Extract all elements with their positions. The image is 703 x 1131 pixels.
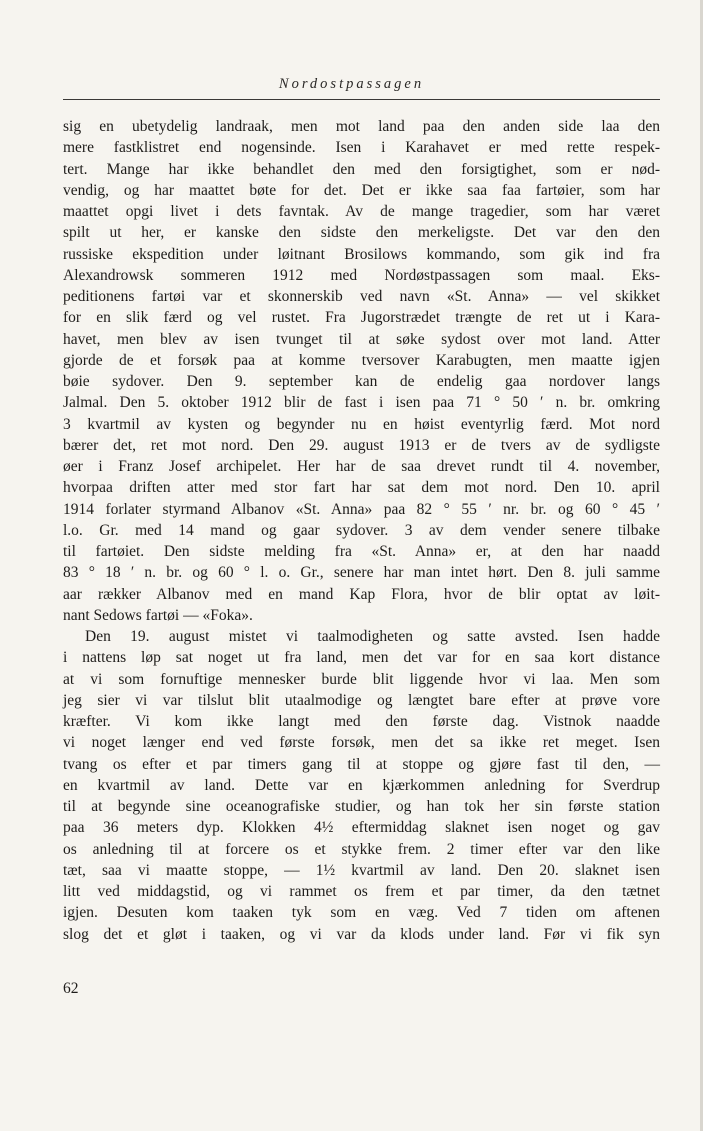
text-line: 1914 forlater styrmand Albanov «St. Anna» paa 82 ° 55 ′ nr. br. og 60 ° 45 ′ (63, 500, 660, 518)
text-line: bøie sydover. Den 9. september kan de endelig gaa nordover langs (63, 373, 660, 390)
text-line: havet, men blev av isen tvunget til at søke sydost over mot land. Atter (63, 330, 660, 348)
text-line: 3 kvartmil av kysten og begynder nu en høist eventyrlig færd. Mot nord (63, 415, 660, 433)
running-head: Nordostpassagen (278, 76, 425, 92)
text-line: til at begynde sine oceanografiske studier, og han tok her sin første station (63, 798, 660, 815)
text-line: jeg sier vi var tilslut blit utaalmodige og længtet bare efter at prøve vore (63, 691, 660, 709)
text-line: 83 ° 18 ′ n. br. og 60 ° l. o. Gr., senere har man intet hørt. Den 8. juli samme (63, 564, 660, 582)
text-line: slog det et gløt i taaken, og vi var da klods under land. Før vi fik syn (63, 925, 660, 943)
text-line: nant Sedows fartøi — «Foka». (63, 606, 253, 624)
page-number: 62 (63, 980, 79, 997)
text-line: at vi som fornuftige mennesker burde blit liggende hvor vi laa. Men som (63, 670, 660, 688)
text-line: maattet opgi livet i dets favntak. Av de mange tragedier, som har været (63, 203, 660, 220)
text-line: litt ved middagstid, og vi rammet os frem et par timer, da den tætnet (63, 883, 660, 900)
text-line: vendig, og har maattet bøte for det. Det er ikke saa faa fartøier, som har (63, 181, 660, 199)
text-line: tæt, saa vi maatte stoppe, — 1½ kvartmil av land. Den 20. slaknet isen (63, 861, 660, 879)
text-line: igjen. Desuten kom taaken tyk som en væg. Ved 7 tiden om aftenen (63, 904, 660, 922)
text-line: for en slik færd og vel rustet. Fra Jugorstrædet trængte de ret ut i Kara- (63, 309, 660, 327)
text-line: en kvartmil av land. Dette var en kjærkommen anledning for Sverdrup (63, 776, 660, 794)
paragraph-2 (63, 626, 660, 945)
text-line: os anledning til at forcere os et stykke frem. 2 timer efter var den like (63, 840, 660, 858)
text-line: bærer det, ret mot nord. Den 29. august 1913 er de tvers av de sydligste (63, 436, 660, 454)
text-line: Jalmal. Den 5. oktober 1912 blir de fast i isen paa 71 ° 50 ′ n. br. omkring (63, 394, 660, 412)
text-line: i nattens løp sat noget ut fra land, men det var for en saa kort distance (63, 649, 660, 667)
text-line: l.o. Gr. med 14 mand og gaar sydover. 3 av dem vender senere tilbake (63, 521, 660, 539)
text-line: sig en ubetydelig landraak, men mot land paa den anden side laa den (63, 118, 660, 135)
text-line: spilt ut her, er kanske den sidste den merkeligste. Det var den den (63, 224, 660, 242)
paragraph-1 (63, 116, 660, 626)
header-rule (63, 99, 660, 100)
text-line: Den 19. august mistet vi taalmodigheten og satte avsted. Isen hadde (85, 628, 660, 645)
text-line: øer i Franz Josef archipelet. Her har de saa drevet rundt til 4. november, (63, 458, 660, 475)
text-line: tvang os efter et par timers gang til at stoppe og gjøre fast til den, — (63, 755, 660, 773)
text-line: Alexandrowsk sommeren 1912 med Nordøstpassagen som maal. Eks- (63, 266, 660, 284)
text-line: mere fastklistret end nogensinde. Isen i Karahavet er med rette respek- (63, 139, 660, 157)
text-line: paa 36 meters dyp. Klokken 4½ eftermiddag slaknet isen noget og gav (63, 819, 660, 837)
text-line: aar rækker Albanov med en mand Kap Flora, hvor de blir optat av løit- (63, 585, 660, 603)
text-line: tert. Mange har ikke behandlet den med den forsigtighet, som er nød- (63, 160, 660, 178)
text-line: til fartøiet. Den sidste melding fra «St. Anna» er, at den har naadd (63, 543, 660, 560)
text-line: peditionens fartøi var et skonnerskib ved navn «St. Anna» — vel skikket (63, 288, 660, 305)
text-line: hvorpaa driften atter med stor fart har sat dem mot nord. Den 10. april (63, 479, 660, 497)
body-text (63, 116, 660, 945)
text-line: kræfter. Vi kom ikke langt med den første dag. Vistnok naadde (63, 713, 660, 730)
text-line: gjorde de et forsøk paa at komme tversover Karabugten, men maatte igjen (63, 351, 660, 369)
text-line: russiske ekspedition under løitnant Brosilows kommando, som gik ind fra (63, 245, 660, 263)
text-line: vi noget længer end ved første forsøk, men det sa ikke ret meget. Isen (63, 734, 660, 752)
